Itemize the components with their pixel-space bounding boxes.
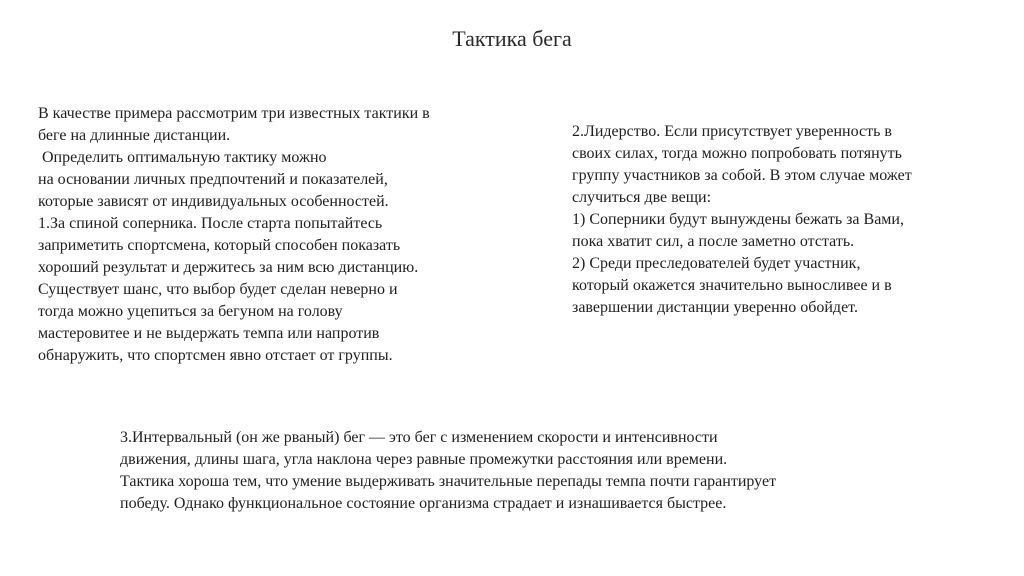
text-line: Определить оптимальную тактику можно: [38, 149, 327, 166]
text-line: обнаружить, что спортсмен явно отстает от группы.: [38, 347, 393, 364]
slide-title: Тактика бега: [452, 26, 572, 51]
text-line: 1) Соперники будут вынуждены бежать за Вами,: [572, 211, 904, 228]
text-line: победу. Однако функциональное состояние организма страдает и изнашивается быстрее.: [120, 495, 727, 512]
text-line: движения, длины шага, угла наклона через равные промежутки расстояния или времени.: [120, 451, 728, 468]
tactic-2-leadership-text: [572, 121, 912, 319]
tactic-3-interval-text: [120, 427, 776, 515]
intro-and-tactic-1-text: [38, 103, 430, 367]
text-line: тогда можно уцепиться за бегуном на голову: [38, 303, 343, 320]
text-line: на основании личных предпочтений и показателей,: [38, 171, 388, 188]
text-line: группу участников за собой. В этом случае может: [572, 167, 912, 184]
text-line: Тактика хороша тем, что умение выдерживать значительные перепады темпа почти гарантирует: [120, 473, 777, 490]
text-line: 2.Лидерство. Если присутствует уверенность в: [572, 123, 892, 140]
text-line: которые зависят от индивидуальных особенностей.: [38, 193, 389, 210]
text-line: случиться две вещи:: [572, 189, 712, 206]
text-line: хороший результат и держитесь за ним всю дистанцию.: [38, 259, 419, 276]
text-line: мастеровитее и не выдержать темпа или напротив: [38, 325, 380, 342]
text-line: завершении дистанции уверенно обойдет.: [572, 299, 858, 316]
text-line: который окажется значительно выносливее и в: [572, 277, 892, 294]
text-line: 3.Интервальный (он же рваный) бег — это бег с изменением скорости и интенсивности: [120, 429, 718, 446]
text-line: беге на длинные дистанции.: [38, 127, 231, 144]
text-line: 2) Среди преследователей будет участник,: [572, 255, 861, 272]
text-line: 1.За спиной соперника. После старта попытайтесь: [38, 215, 383, 232]
text-line: Существует шанс, что выбор будет сделан неверно и: [38, 281, 398, 298]
text-line: пока хватит сил, а после заметно отстать.: [572, 233, 855, 250]
text-line: В качестве примера рассмотрим три известных тактики в: [38, 105, 430, 122]
text-line: заприметить спортсмена, который способен показать: [38, 237, 401, 254]
text-line: своих силах, тогда можно попробовать потянуть: [572, 145, 902, 162]
